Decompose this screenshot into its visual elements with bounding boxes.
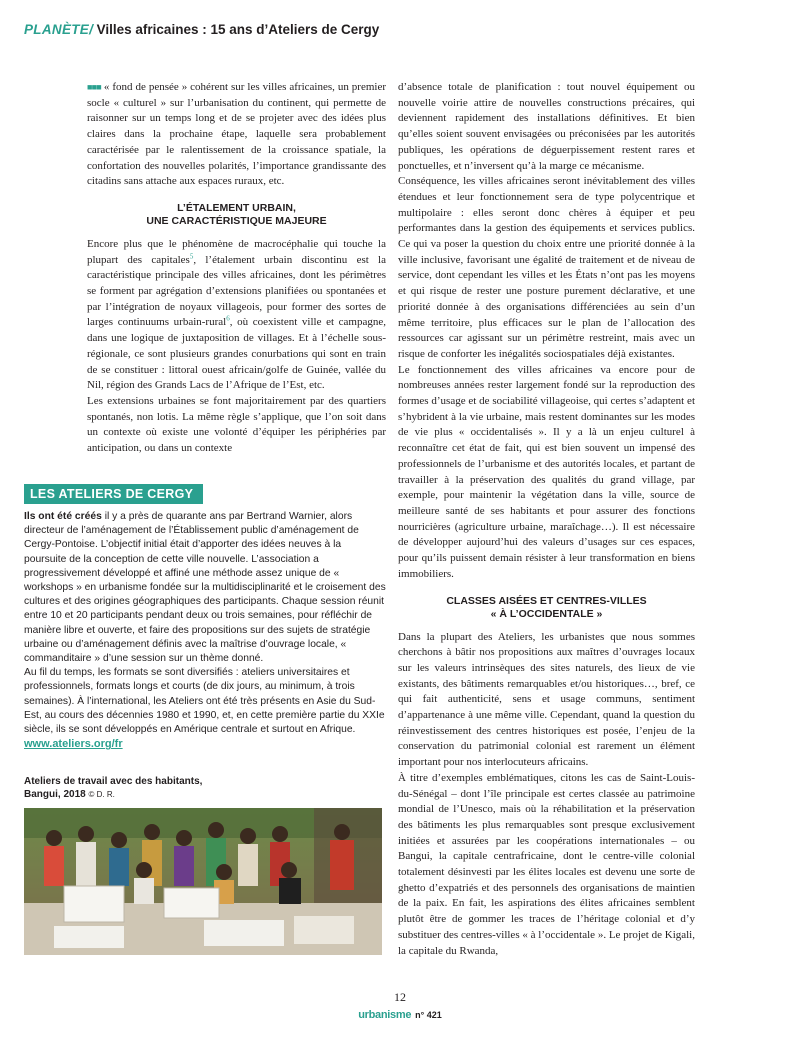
box-body: [24, 510, 386, 752]
magazine-name: urbanisme: [358, 1009, 412, 1021]
paragraph: Le fonctionnement des villes africaines va encore pour de nombreuses années rester largement fondé sur la reproduction des formes d’usage et de sociabilité villageoise, qui certes s’adaptent et s’hybrident à la vie urbaine, mais restent dominantes sur les modes de vie plus « occidentalisés ». Il y a là un enjeu culturel à reconnaître cet état de fait, qui est bien souvent un impensé des professionnels de l’urbanisme et des autorités locales, et partant de travailler à la préservation des qualités du grand village, par exemple, pour maintenir la végétation dans la ville, source de meilleure santé de ses habitants et pour assurer des fonctions nourricières (agriculture urbaine, maraîchage…). Il est nécessaire de développer aujourd’hui des valeurs d’usages sur ces espaces, pour qu’ils puissent demain résister à leur transformation en biens immobiliers.: [398, 363, 695, 580]
running-header: [24, 22, 784, 37]
footnote-ref[interactable]: 6: [226, 314, 230, 323]
section-separator: /: [89, 22, 93, 37]
left-column: [87, 80, 386, 457]
article-title: Villes africaines : 15 ans d’Ateliers de Cergy: [96, 22, 380, 37]
box-title: LES ATELIERS DE CERGY: [24, 484, 203, 504]
caption-line: Ateliers de travail avec des habitants,: [24, 776, 203, 787]
heading-line: L’ÉTALEMENT URBAIN,: [177, 201, 296, 214]
paragraph-text: « fond de pensée » cohérent sur les villes africaines, un premier socle « culturel » sur l’urbanisation du continent, qui permette de raisonner sur un temps long et de se projeter avec des idées plus claires dans la prochaine étape, laquelle sera probablement caractérisée par le ralentissement de la croissance spatiale, la confortation des nouvelles polarités, l’importance grandissante des citadins sans attache aux espaces ruraux, etc.: [87, 81, 386, 188]
box-text: Au fil du temps, les formats se sont diversifiés : ateliers universitaires et professionnels, formats longs et courts (de dix jours, au minimum, à trois semaines). À l’international, les Ateliers ont été très présents en Asie du Sud-Est, au cours des décennies 1980 et 1990, et, en cette première partie du XXIe siècle, ils se sont développés en Amérique centrale et surtout en Afrique.: [24, 667, 385, 736]
paragraph: d’absence totale de planification : tout nouvel équipement ou nouvelle voirie attire de nouvelles constructions précaires, qui deviennent rapidement des installations définitives. Et bien qu’elles soient souvent envisagées ou préconisées par les autorités publiques, les opérations de déguerpissement restent rares et ponctuelles, et n’inversent qu’à la marge ce mécanisme.: [398, 81, 695, 172]
page-footer: [0, 990, 800, 1023]
issue-number: n° 421: [415, 1010, 442, 1020]
paragraph: Conséquence, les villes africaines seront inévitablement des villes étendues et leur fonctionnement sera de type polycentrique et multipolaire : elles seront donc chères à équiper et peu performantes dans la gestion des équipements et services publics. Ce qui va poser la question du choix entre une priorité donnée à la ville inclusive, favorisant une égalité de traitement et de niveau de service, dont cependant les villes et les États n’ont pas les moyens et qui risque de rester une posture purement déclarative, et une priorité donnée à des organisations différenciées au sein d’un même territoire, plus efficaces sur le plan de l’allocation des ressources car agissant sur un périmètre restreint, mais avec un risque de conforter les inégalités sociospatiales déjà existantes.: [398, 175, 695, 360]
paragraph-text: , où coexistent ville et campagne, dans une logique de juxtaposition de villages. Et à l’échelle sous-régionale, ce sont plusieurs grandes conurbations qui sont en train de se constituer : littoral ouest africain/golfe de Guinée, vallée du Nil, région des Grands Lacs de l’Afrique de l’Est, etc.: [87, 316, 386, 392]
paragraph: Dans la plupart des Ateliers, les urbanistes que nous sommes cherchons à bâtir nos propositions aux maîtres d’ouvrages locaux sur les valeurs intrinsèques des sites naturels, des lieux de vie existants, des bâtiments remarquables et/ou historiques…, bref, ce qui fait authenticité, sens et usage communs, sentiment d’appartenance à une même ville. Cependant, quand la question du réinvestissement des centres historiques est posée, l’enjeu de la conservation du patrimonial colonial est rarement un élément important pour nos interlocuteurs africains.: [398, 630, 695, 769]
photo-credit: © D. R.: [88, 790, 115, 799]
paragraph: À titre d’exemples emblématiques, citons les cas de Saint-Louis-du-Sénégal – dont l’île principale est certes classée au patrimoine mondial de l’Unesco, mais où la réhabilitation et la préservation des bâtiments les plus remarquables sont presque exclusivement initiées et assurées par les coopérations internationales – ou Bangui, la capitale centrafricaine, dont le centre-ville colonial totalement désinvesti par les élites locales est devenu une sorte de ghetto d’expatriés et des personnels des organisations de maintien de la paix. En fait, les aspirations des élites africaines semblent plutôt être de gommer les traces de l’héritage colonial et d’y substituer des centres-villes « à l’occidentale ». Le projet de Kigali, la capitale du Rwanda,: [398, 771, 695, 957]
section-heading: [87, 202, 386, 228]
paragraph-text: Encore plus que le phénomène de macrocéphalie qui touche la plupart des capitales: [87, 237, 386, 266]
paragraph: [87, 237, 386, 394]
section-name: PLANÈTE: [24, 22, 90, 37]
heading-line: CLASSES AISÉES ET CENTRES-VILLES: [446, 594, 647, 607]
photo-illustration: [24, 808, 382, 955]
paragraph: [87, 80, 386, 190]
continuation-marker: ■■■: [87, 82, 101, 92]
heading-line: UNE CARACTÉRISTIQUE MAJEURE: [146, 214, 327, 227]
paragraph: Les extensions urbaines se font majoritairement par des quartiers spontanés, non lotis. La même règle s’applique, que l’on soit dans un contexte où existe une volonté d’équiper les périphéries par anticipation, ou dans un contexte: [87, 394, 386, 455]
page-number: 12: [394, 990, 406, 1004]
paragraph-text: , l’étalement urbain discontinu est la caractéristique principale des villes africaines, dont les périmètres se forment par agrégation d’extensions planifiées ou spontanées et par l’intégration de noyaux villageois, pour former des sortes de larges continuums urbain-rural: [87, 253, 386, 329]
caption-line: Bangui, 2018: [24, 789, 86, 800]
photo-caption: [24, 775, 384, 801]
section-heading: [398, 595, 695, 621]
box-lead: Ils ont été créés: [24, 511, 102, 522]
footnote-ref[interactable]: 5: [189, 251, 194, 260]
sidebar-box: [24, 484, 386, 752]
box-text: il y a près de quarante ans par Bertrand Warnier, alors directeur de l’aménagement de l’Établissement public d’aménagement de Cergy-Pontoise. L’objectif initial était d’apporter des idées neuves à la poursuite de la conception de cette ville nouvelle. L’association a progressivement développé et affiné une méthode assez unique de « workshops » en urbanisme fondée sur la multidisciplinarité et le croisement des cultures et des origines géographiques des participants. Chaque session réunit entre 10 et 20 participants pendant deux ou trois semaines, pour réfléchir de manière libre et ouverte, et faire des propositions sur des sujets de stratégie urbaine ou d’aménagement définis avec la maîtrise d’ouvrage locale, « commanditaire » d’une session sur un thème donné.: [24, 511, 386, 665]
workshop-photo: [24, 808, 382, 955]
heading-line: « À L’OCCIDENTALE »: [490, 607, 603, 620]
right-column: [398, 80, 695, 959]
website-link[interactable]: www.ateliers.org/fr: [24, 738, 123, 751]
